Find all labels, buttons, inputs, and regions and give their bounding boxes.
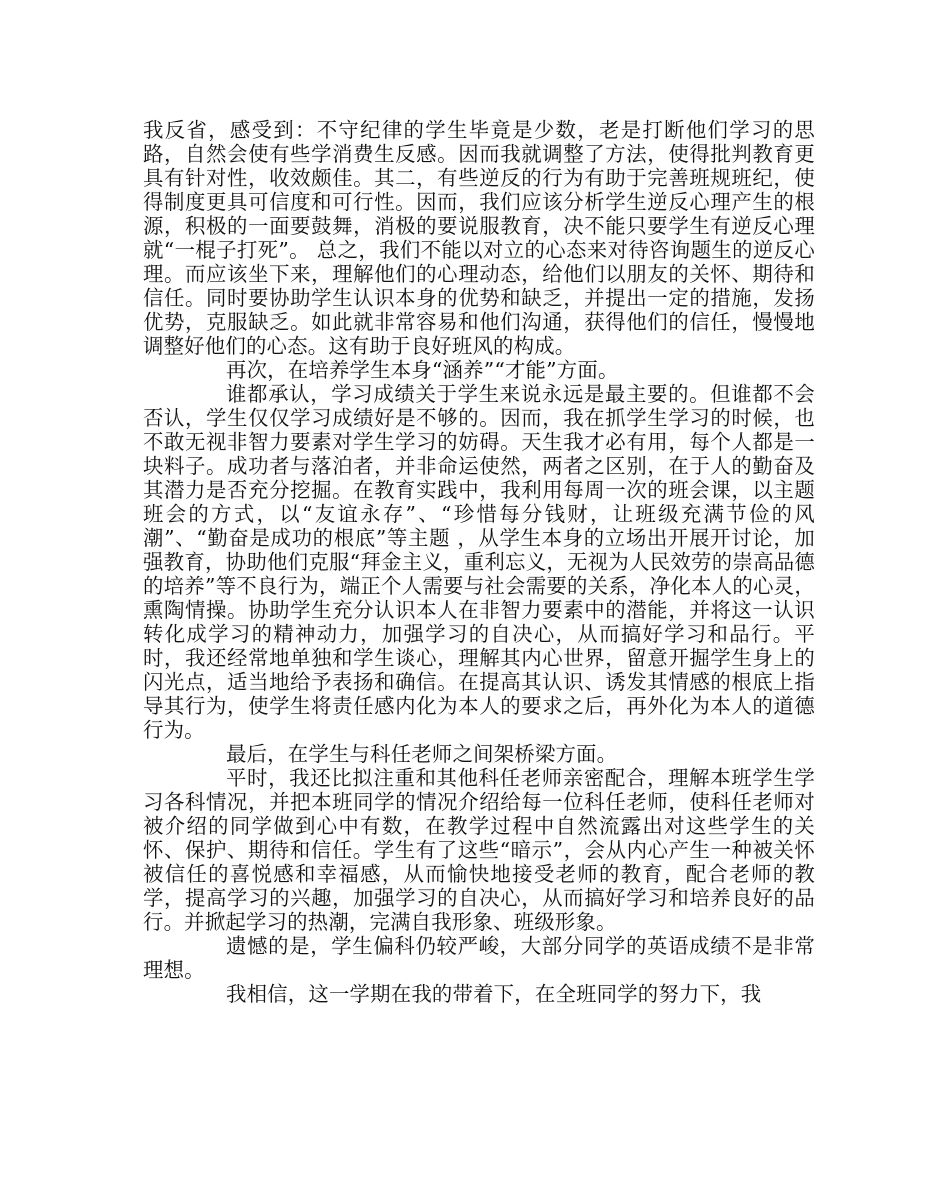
paragraph-3: 谁都承认，学习成绩关于学生来说永远是最主要的。但谁都不会否认，学生仅仅学习成绩好是不够的。因而，我在抓学生学习的时候，也不敢无视非智力要素对学生学习的妨碍。天生我才必有用，每个人都是一块料子。成功者与落泊者，并非命运使然，两者之区别，在于人的勤奋及其潜力是否充分挖掘。在教育实践中，我利用每周一次的班会课，以主题班会的方式，以“友谊永存”、“珍惜每分钱财，让班级充满节俭的风潮”、“勤奋是成功的根底”等主题 ，从学生本身的立场出开展开讨论，加强教育，协助他们克服“拜金主义，重利忘义，无视为人民效劳的崇高品德的培养”等不良行为，端正个人需要与社会需要的关系，净化本人的心灵，熏陶情操。协助学生充分认识本人在非智力要素中的潜能，并将这一认识转化成学习的精神动力，加强学习的自决心，从而搞好学习和品行。平时，我还经常地单独和学生谈心，理解其内心世界，留意开掘学生身上的闪光点，适当地给予表扬和确信。在提高其认识、诱发其情感的根底上指导其行为，使学生将责任感内化为本人的要求之后，再外化为本人的道德行为。 bbox=[143, 382, 815, 742]
document-body bbox=[143, 118, 815, 1006]
paragraph-5: 平时，我还比拟注重和其他科任老师亲密配合，理解本班学生学习各科情况，并把本班同学的情况介绍给每一位科任老师，使科任老师对被介绍的同学做到心中有数，在教学过程中自然流露出对这些学生的关怀、保护、期待和信任。学生有了这些“暗示”，会从内心产生一种被关怀被信任的喜悦感和幸福感，从而愉快地接受老师的教育，配合老师的教学，提高学习的兴趣，加强学习的自决心，从而搞好学习和培养良好的品行。并掀起学习的热潮，完满自我形象、班级形象。 bbox=[143, 766, 815, 934]
paragraph-1: 我反省，感受到：不守纪律的学生毕竟是少数，老是打断他们学习的思路，自然会使有些学消费生反感。因而我就调整了方法，使得批判教育更具有针对性，收效颇佳。其二，有些逆反的行为有助于完善班规班纪，使得制度更具可信度和可行性。因而，我们应该分析学生逆反心理产生的根源，积极的一面要鼓舞，消极的要说服教育，决不能只要学生有逆反心理就“一棍子打死”。 总之，我们不能以对立的心态来对待咨询题生的逆反心理。而应该坐下来，理解他们的心理动态，给他们以朋友的关怀、期待和信任。同时要协助学生认识本身的优势和缺乏，并提出一定的措施，发扬优势，克服缺乏。如此就非常容易和他们沟通，获得他们的信任，慢慢地调整好他们的心态。这有助于良好班风的构成。 bbox=[143, 118, 815, 358]
paragraph-6: 遗憾的是，学生偏科仍较严峻，大部分同学的英语成绩不是非常理想。 bbox=[143, 934, 815, 982]
paragraph-2: 再次，在培养学生本身“涵养”“才能”方面。 bbox=[226, 358, 619, 382]
paragraph-4: 最后，在学生与科任老师之间架桥梁方面。 bbox=[226, 742, 618, 766]
paragraph-7: 我相信，这一学期在我的带着下，在全班同学的努力下，我 bbox=[226, 982, 762, 1006]
